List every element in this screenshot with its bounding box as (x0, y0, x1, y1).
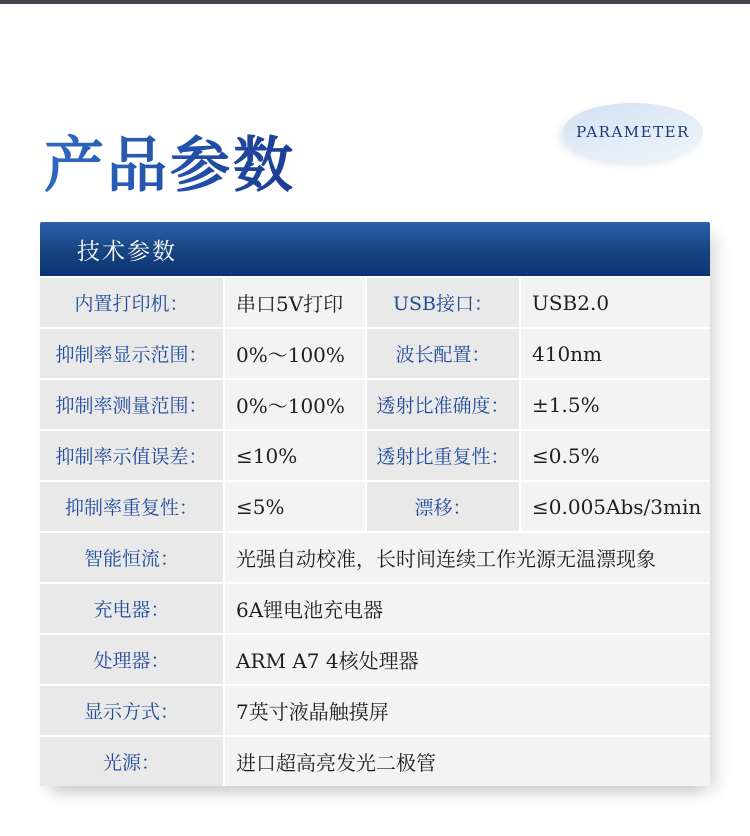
spec-value: 6A锂电池充电器 (225, 584, 710, 633)
spec-value: ≤0.005Abs/3min (521, 482, 710, 531)
spec-label: 处理器： (40, 635, 223, 684)
parameter-badge-label: PARAMETER (576, 123, 690, 141)
spec-label: 内置打印机： (40, 278, 223, 327)
spec-value: 串口5V打印 (225, 278, 365, 327)
spec-label: 智能恒流： (40, 533, 223, 582)
spec-label: 抑制率示值误差： (40, 431, 223, 480)
spec-label: 波长配置： (367, 329, 519, 378)
spec-value: 410nm (521, 329, 710, 378)
spec-label: 抑制率测量范围： (40, 380, 223, 429)
spec-label: 漂移： (367, 482, 519, 531)
spec-value: 进口超高亮发光二极管 (225, 737, 710, 786)
spec-value: 7英寸液晶触摸屏 (225, 686, 710, 735)
spec-table-header (40, 222, 710, 276)
spec-label: 抑制率显示范围： (40, 329, 223, 378)
spec-label: 充电器： (40, 584, 223, 633)
spec-value: USB2.0 (521, 278, 710, 327)
spec-label: USB接口： (367, 278, 519, 327)
spec-table (40, 222, 710, 786)
spec-value: ARM A7 4核处理器 (225, 635, 710, 684)
spec-value: ±1.5% (521, 380, 710, 429)
spec-value: 光强自动校准，长时间连续工作光源无温漂现象 (225, 533, 710, 582)
spec-label: 透射比准确度： (367, 380, 519, 429)
parameter-badge (563, 103, 703, 161)
spec-value: 0%～100% (225, 380, 365, 429)
spec-value: ≤5% (225, 482, 365, 531)
spec-value: ≤10% (225, 431, 365, 480)
page-title: 产品参数 (44, 124, 296, 208)
top-accent-bar (0, 0, 750, 4)
spec-label: 抑制率重复性： (40, 482, 223, 531)
spec-label: 透射比重复性： (367, 431, 519, 480)
spec-grid (40, 276, 710, 786)
spec-value: ≤0.5% (521, 431, 710, 480)
spec-value: 0%～100% (225, 329, 365, 378)
spec-label: 显示方式： (40, 686, 223, 735)
spec-label: 光源： (40, 737, 223, 786)
spec-table-title: 技术参数 (77, 238, 177, 265)
